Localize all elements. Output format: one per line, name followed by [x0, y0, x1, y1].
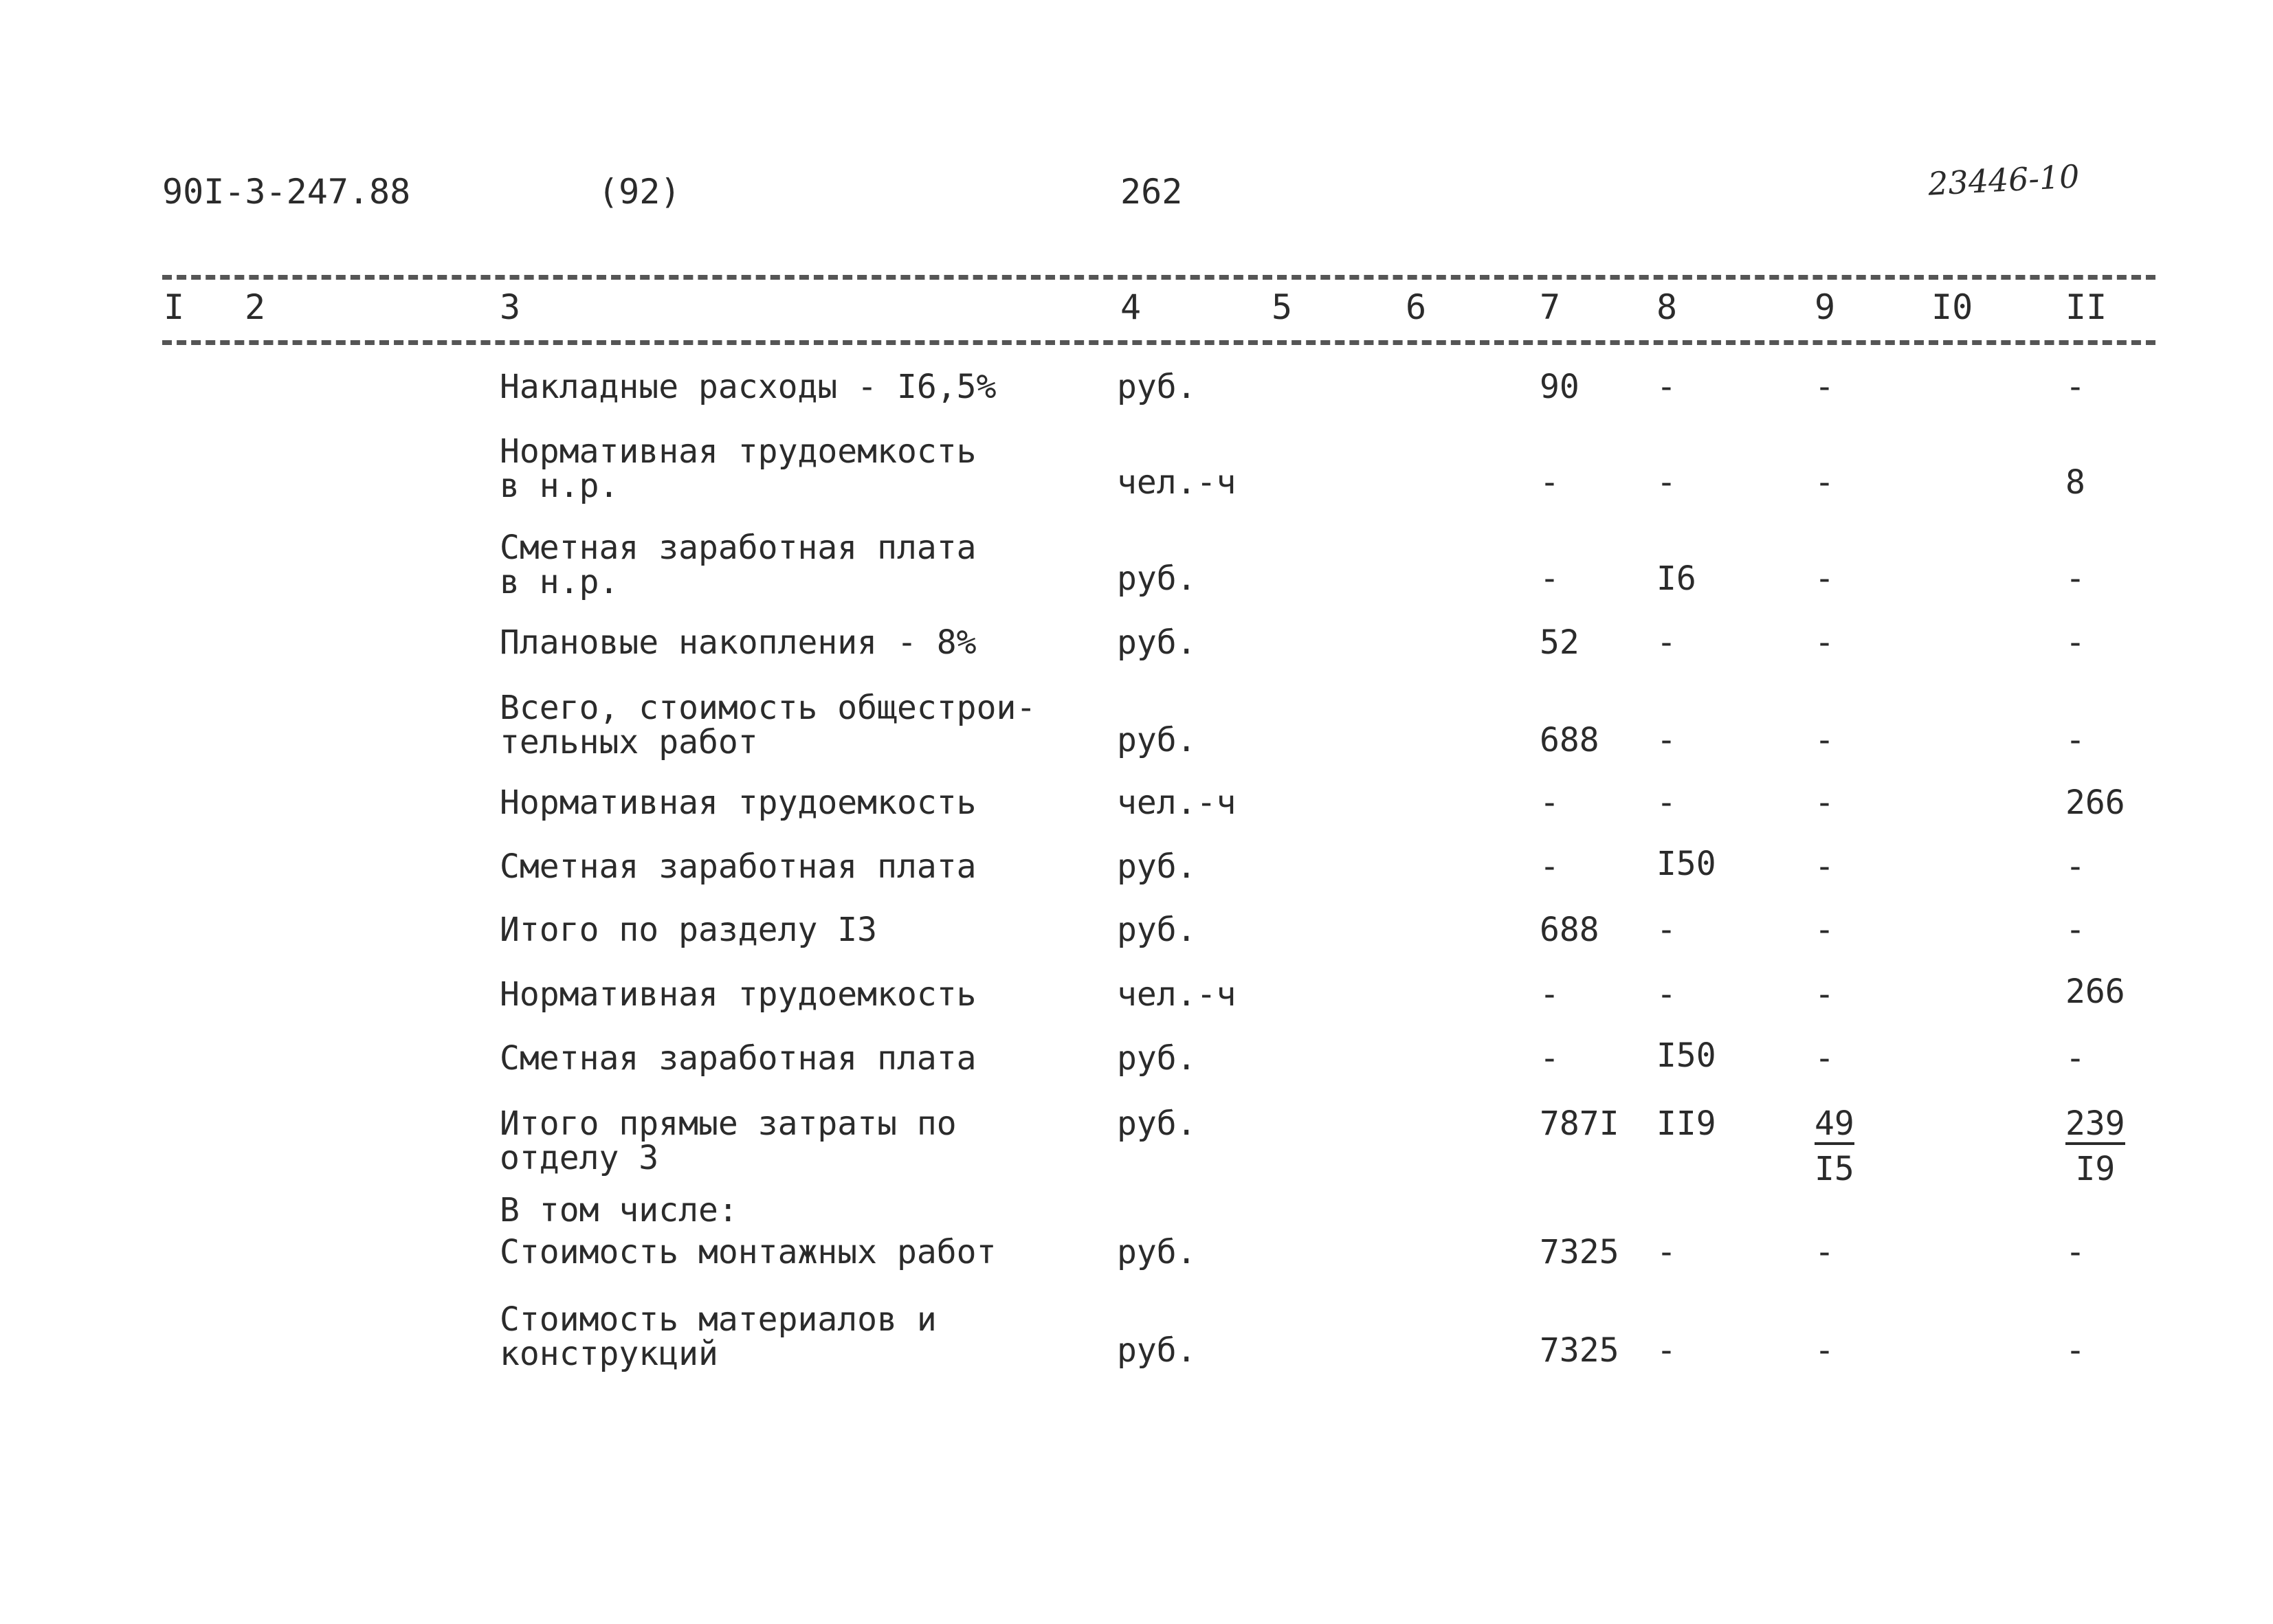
row-unit: чел.-ч	[1117, 975, 1237, 1014]
row-col9: -	[1815, 1039, 1834, 1078]
col-head-11: II	[2065, 287, 2107, 327]
row-description: Сметная заработная плата	[500, 847, 977, 886]
row-col9: -	[1815, 559, 1834, 598]
page-number: 262	[1120, 172, 1183, 212]
row-col9: -	[1815, 721, 1834, 759]
row-col7: -	[1540, 847, 1560, 886]
row-col9: -	[1815, 911, 1834, 949]
row-description: Стоимость монтажных работ	[500, 1233, 997, 1271]
row-col8: -	[1656, 623, 1676, 662]
row-col8: -	[1656, 368, 1676, 406]
row-col8: -	[1656, 463, 1676, 502]
row-unit: руб.	[1117, 1331, 1197, 1370]
row-col7: -	[1540, 975, 1560, 1014]
row-col9: -	[1815, 1331, 1834, 1370]
row-col11: 266	[2065, 783, 2125, 822]
row-col7: -	[1540, 463, 1560, 502]
row-col11: -	[2065, 847, 2085, 886]
row-col8: -	[1656, 783, 1676, 822]
row-col7: 688	[1540, 911, 1599, 949]
row-col9-fraction	[1815, 1106, 1854, 1186]
row-description: В том числе:	[500, 1191, 738, 1230]
row-col7: -	[1540, 783, 1560, 822]
col-head-9: 9	[1815, 287, 1836, 327]
row-unit: руб.	[1117, 623, 1197, 662]
col-head-10: I0	[1931, 287, 1973, 327]
row-col7: -	[1540, 1039, 1560, 1078]
col-head-4: 4	[1120, 287, 1142, 327]
row-unit: руб.	[1117, 368, 1197, 406]
row-col11: -	[2065, 1331, 2085, 1370]
fraction-numerator: 49	[1815, 1106, 1854, 1145]
row-col9: -	[1815, 847, 1834, 886]
row-col8: -	[1656, 721, 1676, 759]
row-description: Сметная заработная плата в н.р.	[500, 529, 977, 601]
fraction-denominator: I5	[1815, 1150, 1854, 1188]
archive-number: 23446-10	[1927, 157, 2081, 203]
row-description: Нормативная трудоемкость	[500, 975, 977, 1014]
row-description: Нормативная трудоемкость	[500, 783, 977, 822]
row-unit: руб.	[1117, 1233, 1197, 1271]
row-col11: -	[2065, 559, 2085, 598]
row-col7: 90	[1540, 368, 1579, 406]
header-top-rule	[162, 275, 2155, 280]
fraction-denominator: I9	[2075, 1150, 2116, 1188]
col-head-5: 5	[1272, 287, 1293, 327]
row-unit: руб.	[1117, 847, 1197, 886]
row-description: Стоимость материалов и конструкций	[500, 1300, 937, 1373]
row-description: Накладные расходы - I6,5%	[500, 368, 997, 406]
col-head-2: 2	[245, 287, 266, 327]
row-col8: I50	[1656, 845, 1716, 883]
row-col7: 7325	[1540, 1331, 1619, 1370]
row-unit: руб.	[1117, 721, 1197, 759]
sheet-number: (92)	[598, 172, 681, 212]
fraction-numerator: 239	[2065, 1106, 2125, 1145]
row-unit: чел.-ч	[1117, 783, 1237, 822]
row-col11: -	[2065, 623, 2085, 662]
row-col9: -	[1815, 368, 1834, 406]
col-head-7: 7	[1540, 287, 1561, 327]
row-col11-fraction	[2065, 1106, 2125, 1186]
row-description: Сметная заработная плата	[500, 1039, 977, 1078]
row-col8: I50	[1656, 1036, 1716, 1075]
row-col9: -	[1815, 783, 1834, 822]
header-bottom-rule	[162, 340, 2155, 345]
row-col11: -	[2065, 368, 2085, 406]
row-col11: -	[2065, 721, 2085, 759]
doc-code: 90I-3-247.88	[162, 172, 411, 212]
row-col9: -	[1815, 975, 1834, 1014]
row-col9: -	[1815, 1233, 1834, 1271]
row-col9: -	[1815, 623, 1834, 662]
row-description: Нормативная трудоемкость в н.р.	[500, 432, 977, 505]
row-description: Итого по разделу I3	[500, 911, 878, 949]
row-col7: -	[1540, 559, 1560, 598]
row-col7: 688	[1540, 721, 1599, 759]
row-col8: -	[1656, 1331, 1676, 1370]
row-col11: 266	[2065, 972, 2125, 1011]
row-description: Итого прямые затраты по отделу 3	[500, 1104, 957, 1177]
row-col11: 8	[2065, 463, 2085, 502]
row-col8: -	[1656, 1233, 1676, 1271]
col-head-1: I	[164, 287, 185, 327]
row-description: Всего, стоимость общестрои- тельных работ	[500, 689, 1036, 761]
row-col11: -	[2065, 1233, 2085, 1271]
row-unit: руб.	[1117, 1104, 1197, 1143]
col-head-3: 3	[500, 287, 521, 327]
row-col8: -	[1656, 911, 1676, 949]
row-col11: -	[2065, 911, 2085, 949]
row-col8: II9	[1656, 1104, 1716, 1143]
row-col7: 787I	[1540, 1104, 1619, 1143]
col-head-8: 8	[1656, 287, 1678, 327]
col-head-6: 6	[1406, 287, 1427, 327]
row-unit: руб.	[1117, 911, 1197, 949]
row-col8: I6	[1656, 559, 1696, 598]
row-col8: -	[1656, 975, 1676, 1014]
row-col11: -	[2065, 1039, 2085, 1078]
row-col7: 7325	[1540, 1233, 1619, 1271]
row-col9: -	[1815, 463, 1834, 502]
row-unit: чел.-ч	[1117, 463, 1237, 502]
row-unit: руб.	[1117, 559, 1197, 598]
row-description: Плановые накопления - 8%	[500, 623, 977, 662]
row-unit: руб.	[1117, 1039, 1197, 1078]
row-col7: 52	[1540, 623, 1579, 662]
